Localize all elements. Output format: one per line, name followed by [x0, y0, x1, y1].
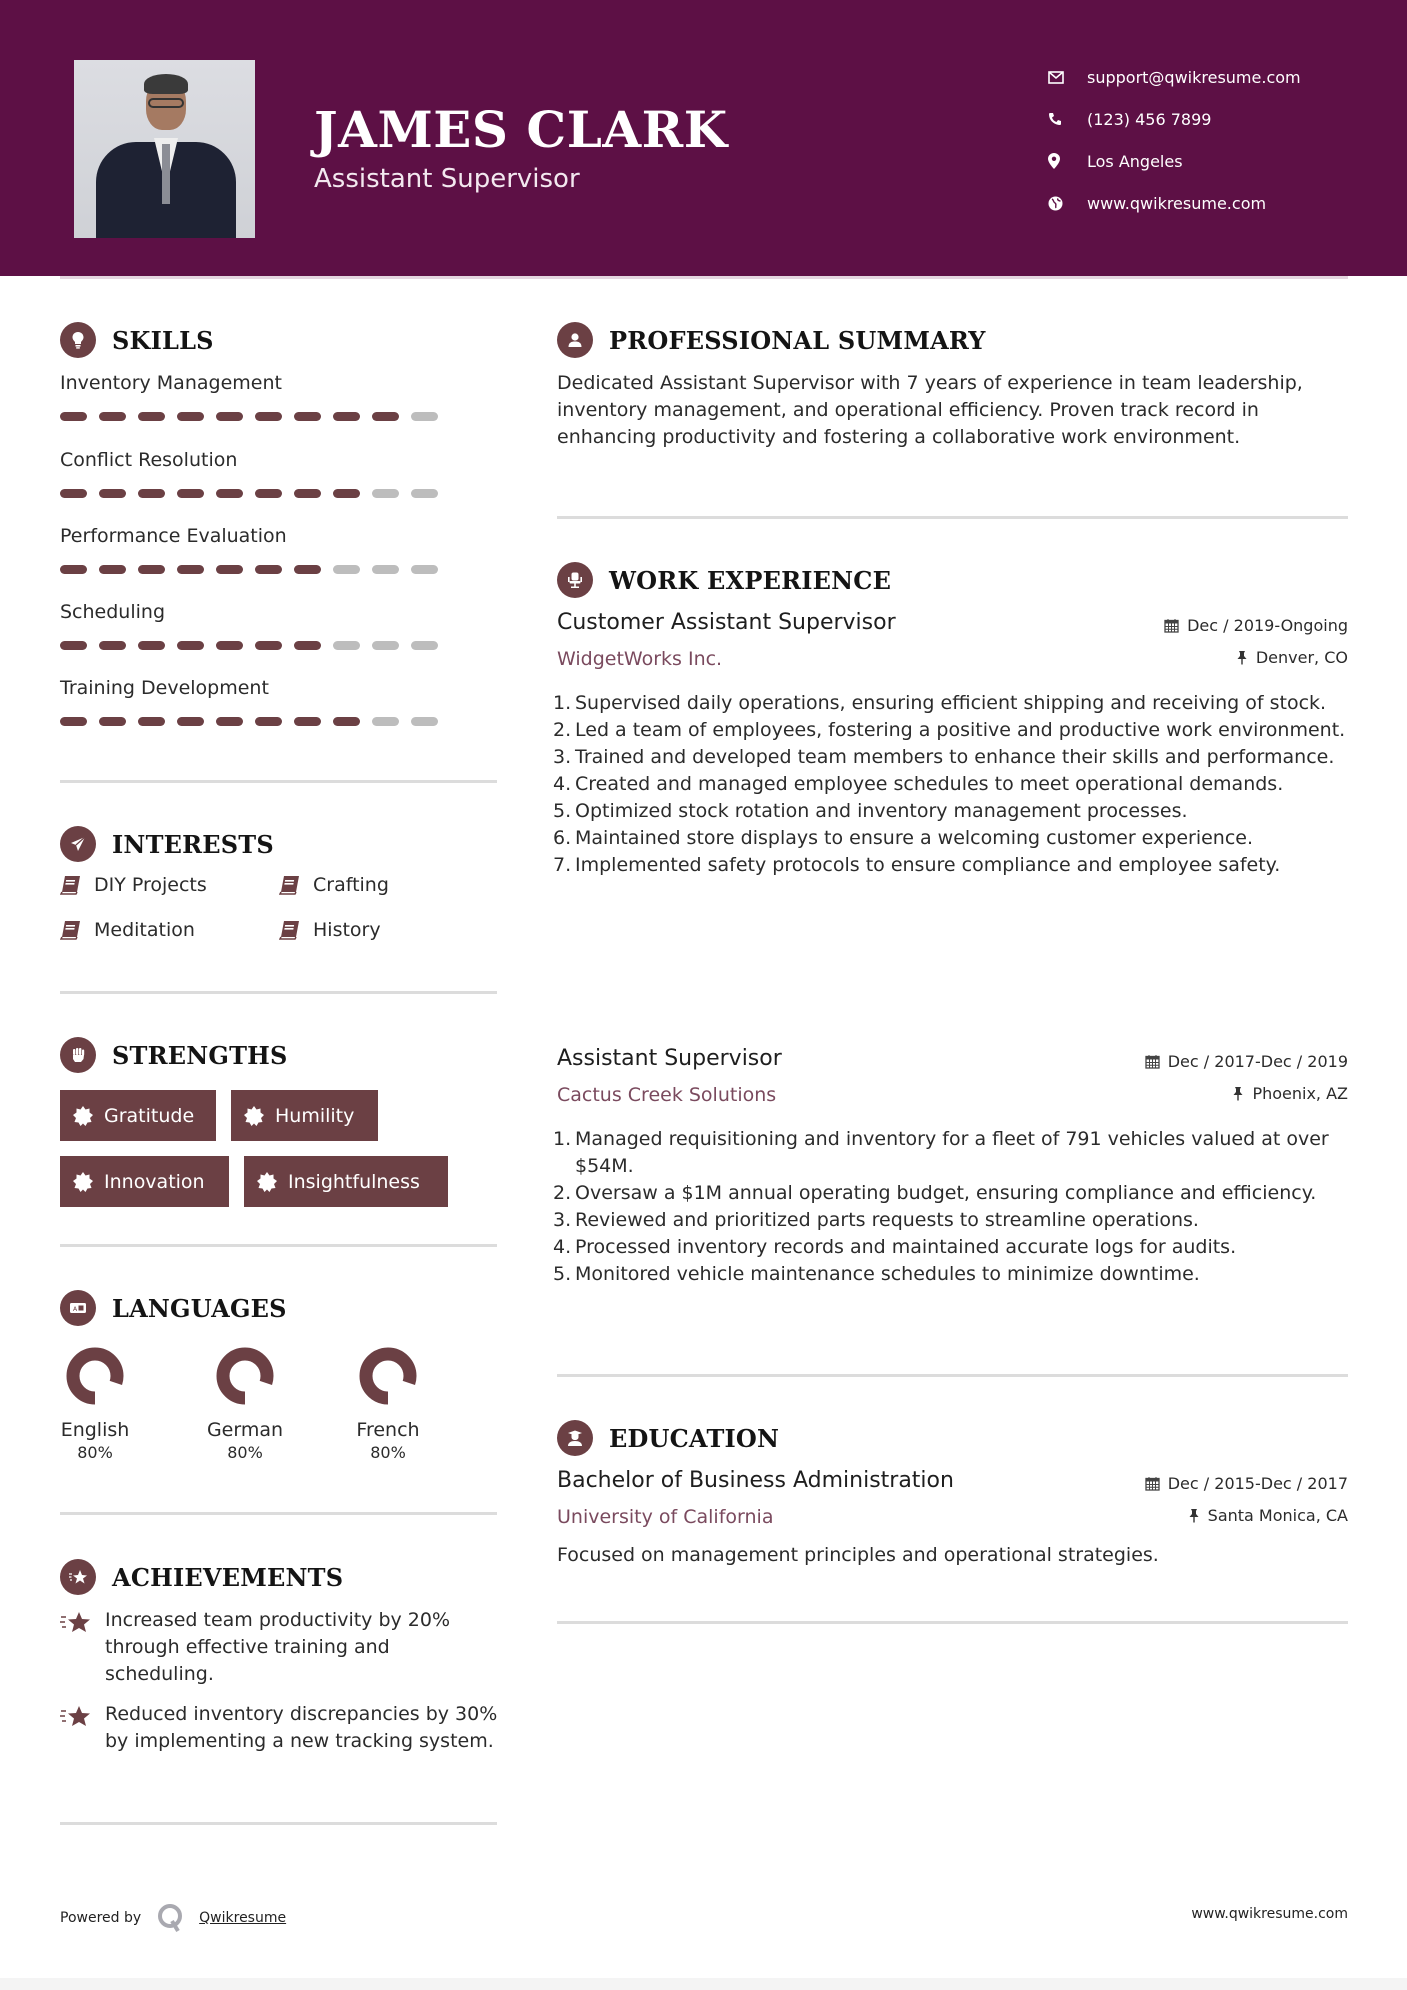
badge-icon: [72, 1171, 94, 1193]
star-icon: [60, 1607, 105, 1688]
contact-website[interactable]: www.qwikresume.com: [1048, 182, 1301, 224]
job-bullet: 2. Led a team of employees, fostering a positive and productive work environment.: [553, 719, 1346, 741]
language-item: French 80%: [328, 1345, 448, 1462]
rating-dot: [216, 565, 243, 574]
rating-dot: [60, 717, 87, 726]
rating-dot: [177, 565, 204, 574]
pushpin-icon: [1232, 1086, 1244, 1101]
rating-dot: [372, 412, 399, 421]
language-ring: [64, 1345, 126, 1407]
interests-heading: INTERESTS: [60, 826, 274, 862]
badge-icon: [243, 1105, 265, 1127]
interest-item: History: [279, 919, 381, 941]
rating-dot: [255, 641, 282, 650]
section-divider: [60, 1512, 497, 1515]
badge-icon: [256, 1171, 278, 1193]
job-location: Phoenix, AZ: [1232, 1084, 1348, 1103]
skill-item: Scheduling: [60, 601, 500, 623]
user-icon: [557, 322, 593, 358]
rating-dot: [216, 717, 243, 726]
rating-dot: [333, 489, 360, 498]
skill-rating: [60, 412, 450, 421]
candidate-title: Assistant Supervisor: [314, 164, 580, 194]
rating-dot: [60, 412, 87, 421]
rating-dot: [255, 412, 282, 421]
skill-item: Performance Evaluation: [60, 525, 500, 547]
strength-tag: Humility: [231, 1090, 378, 1141]
education-heading: EDUCATION: [557, 1420, 779, 1456]
pushpin-icon: [1236, 650, 1248, 665]
book-icon: [60, 920, 82, 940]
interest-item: Meditation: [60, 919, 195, 941]
rating-dot: [411, 717, 438, 726]
rating-dot: [60, 641, 87, 650]
job-bullet: 1. Managed requisitioning and inventory for a fleet of 791 vehicles valued at over $54M.: [553, 1128, 1329, 1177]
fist-icon: [60, 1037, 96, 1073]
footer-website-link[interactable]: www.qwikresume.com: [1191, 1906, 1348, 1922]
skill-rating: [60, 641, 450, 650]
job-title: Assistant Supervisor: [557, 1046, 782, 1071]
footer-powered-by: Powered by Qwikresume: [60, 1903, 286, 1933]
office-chair-icon: [557, 562, 593, 598]
job-bullet: 6. Maintained store displays to ensure a welcoming customer experience.: [553, 827, 1254, 849]
rating-dot: [255, 565, 282, 574]
rating-dot: [99, 565, 126, 574]
book-icon: [279, 920, 301, 940]
job-bullet: 5. Monitored vehicle maintenance schedules to minimize downtime.: [553, 1263, 1200, 1285]
interest-item: DIY Projects: [60, 874, 207, 896]
paper-plane-icon: [60, 826, 96, 862]
achievements-heading: ACHIEVEMENTS: [60, 1559, 343, 1595]
job-entry: [553, 610, 1348, 1020]
rating-dot: [333, 412, 360, 421]
section-divider: [557, 1374, 1348, 1377]
rating-dot: [411, 489, 438, 498]
calendar-icon: [1145, 1054, 1160, 1069]
rating-dot: [138, 412, 165, 421]
education-description: Focused on management principles and operational strategies.: [557, 1544, 1159, 1566]
job-bullet: 3. Trained and developed team members to enhance their skills and performance.: [553, 746, 1335, 768]
rating-dot: [255, 717, 282, 726]
skill-rating: [60, 565, 450, 574]
profile-photo: [74, 60, 255, 238]
skill-item: Conflict Resolution: [60, 449, 500, 471]
language-ring: [357, 1345, 419, 1407]
graduate-icon: [557, 1420, 593, 1456]
education-entry: [557, 1468, 1348, 1578]
badge-icon: [72, 1105, 94, 1127]
rating-dot: [411, 641, 438, 650]
rating-dot: [60, 489, 87, 498]
star-icon: [60, 1701, 105, 1755]
strength-tag: Gratitude: [60, 1090, 216, 1141]
rating-dot: [177, 412, 204, 421]
language-item: German 80%: [185, 1345, 305, 1462]
header-divider: [60, 276, 1348, 279]
job-bullet: 4. Created and managed employee schedules to meet operational demands.: [553, 773, 1284, 795]
resume-header: [0, 0, 1407, 276]
rating-dot: [333, 641, 360, 650]
rating-dot: [138, 565, 165, 574]
languages-heading: A LANGUAGES: [60, 1290, 287, 1326]
lightbulb-icon: [60, 322, 96, 358]
job-bullets: [553, 690, 1348, 879]
interest-item: Crafting: [279, 874, 389, 896]
school-name: University of California: [557, 1506, 774, 1528]
job-entry: [553, 1046, 1348, 1336]
rating-dot: [177, 717, 204, 726]
book-icon: [279, 875, 301, 895]
book-icon: [60, 875, 82, 895]
section-divider: [60, 1244, 497, 1247]
degree-name: Bachelor of Business Administration: [557, 1468, 954, 1493]
candidate-name: JAMES CLARK: [314, 100, 728, 159]
rating-dot: [99, 412, 126, 421]
rating-dot: [60, 565, 87, 574]
rating-dot: [294, 412, 321, 421]
rating-dot: [411, 412, 438, 421]
job-date: Dec / 2019-Ongoing: [1164, 616, 1348, 635]
experience-heading: WORK EXPERIENCE: [557, 562, 891, 598]
qwikresume-link[interactable]: Qwikresume: [199, 1910, 287, 1926]
language-ring: [214, 1345, 276, 1407]
section-divider: [557, 516, 1348, 519]
rating-dot: [216, 412, 243, 421]
strength-tag: Insightfulness: [244, 1156, 448, 1207]
job-bullet: 5. Optimized stock rotation and inventory management processes.: [553, 800, 1188, 822]
svg-text:A: A: [73, 1306, 78, 1313]
star-award-icon: [60, 1559, 96, 1595]
section-divider: [60, 780, 497, 783]
section-divider: [60, 1822, 497, 1825]
job-bullet: 7. Implemented safety protocols to ensure compliance and employee safety.: [553, 854, 1281, 876]
globe-icon: [1048, 196, 1087, 211]
rating-dot: [177, 641, 204, 650]
job-bullets: [553, 1126, 1348, 1288]
contact-phone[interactable]: (123) 456 7899: [1048, 98, 1301, 140]
contact-email[interactable]: support@qwikresume.com: [1048, 56, 1301, 98]
envelope-icon: [1048, 71, 1087, 84]
rating-dot: [138, 641, 165, 650]
section-divider: [60, 991, 497, 994]
rating-dot: [138, 489, 165, 498]
rating-dot: [216, 641, 243, 650]
rating-dot: [372, 565, 399, 574]
rating-dot: [177, 489, 204, 498]
contact-location: Los Angeles: [1048, 140, 1301, 182]
rating-dot: [372, 717, 399, 726]
rating-dot: [294, 565, 321, 574]
rating-dot: [99, 489, 126, 498]
job-bullet: 2. Oversaw a $1M annual operating budget, ensuring compliance and efficiency.: [553, 1182, 1317, 1204]
rating-dot: [294, 717, 321, 726]
calendar-icon: [1164, 618, 1179, 633]
education-location: Santa Monica, CA: [1188, 1506, 1348, 1525]
job-title: Customer Assistant Supervisor: [557, 610, 896, 635]
rating-dot: [333, 717, 360, 726]
strengths-heading: STRENGTHS: [60, 1037, 288, 1073]
rating-dot: [294, 641, 321, 650]
contact-list: [1048, 56, 1301, 224]
company-name: WidgetWorks Inc.: [557, 648, 723, 670]
rating-dot: [255, 489, 282, 498]
skill-rating: [60, 717, 450, 726]
rating-dot: [411, 565, 438, 574]
rating-dot: [333, 565, 360, 574]
skill-item: Inventory Management: [60, 372, 500, 394]
job-bullet: 4. Processed inventory records and maintained accurate logs for audits.: [553, 1236, 1237, 1258]
pushpin-icon: [1188, 1508, 1200, 1523]
rating-dot: [372, 641, 399, 650]
language-item: English 80%: [35, 1345, 155, 1462]
achievement-item: Increased team productivity by 20% through effective training and scheduling.: [60, 1607, 500, 1688]
section-divider: [557, 1621, 1348, 1624]
skill-item: Training Development: [60, 677, 500, 699]
qwikresume-logo-icon: [157, 1903, 185, 1933]
company-name: Cactus Creek Solutions: [557, 1084, 777, 1106]
skill-rating: [60, 489, 450, 498]
job-bullet: 3. Reviewed and prioritized parts requests to streamline operations.: [553, 1209, 1199, 1231]
rating-dot: [294, 489, 321, 498]
job-bullet: 1. Supervised daily operations, ensuring efficient shipping and receiving of stock.: [553, 692, 1327, 714]
job-location: Denver, CO: [1236, 648, 1348, 667]
strength-tag: Innovation: [60, 1156, 229, 1207]
phone-icon: [1048, 112, 1087, 126]
map-marker-icon: [1048, 153, 1087, 169]
rating-dot: [372, 489, 399, 498]
language-icon: [60, 1290, 96, 1326]
calendar-icon: [1145, 1476, 1160, 1491]
rating-dot: [99, 717, 126, 726]
rating-dot: [138, 717, 165, 726]
rating-dot: [216, 489, 243, 498]
summary-heading: PROFESSIONAL SUMMARY: [557, 322, 986, 358]
skills-heading: SKILLS: [60, 322, 214, 358]
rating-dot: [99, 641, 126, 650]
job-date: Dec / 2017-Dec / 2019: [1145, 1052, 1348, 1071]
summary-text: Dedicated Assistant Supervisor with 7 years of experience in team leadership, inventory management, and operational efficiency. Proven track record in enhancing productivity and fostering a collaborative work environment.: [557, 372, 1303, 448]
achievement-item: Reduced inventory discrepancies by 30% by implementing a new tracking system.: [60, 1701, 500, 1755]
page-edge: [0, 1978, 1407, 1990]
education-date: Dec / 2015-Dec / 2017: [1145, 1474, 1348, 1493]
